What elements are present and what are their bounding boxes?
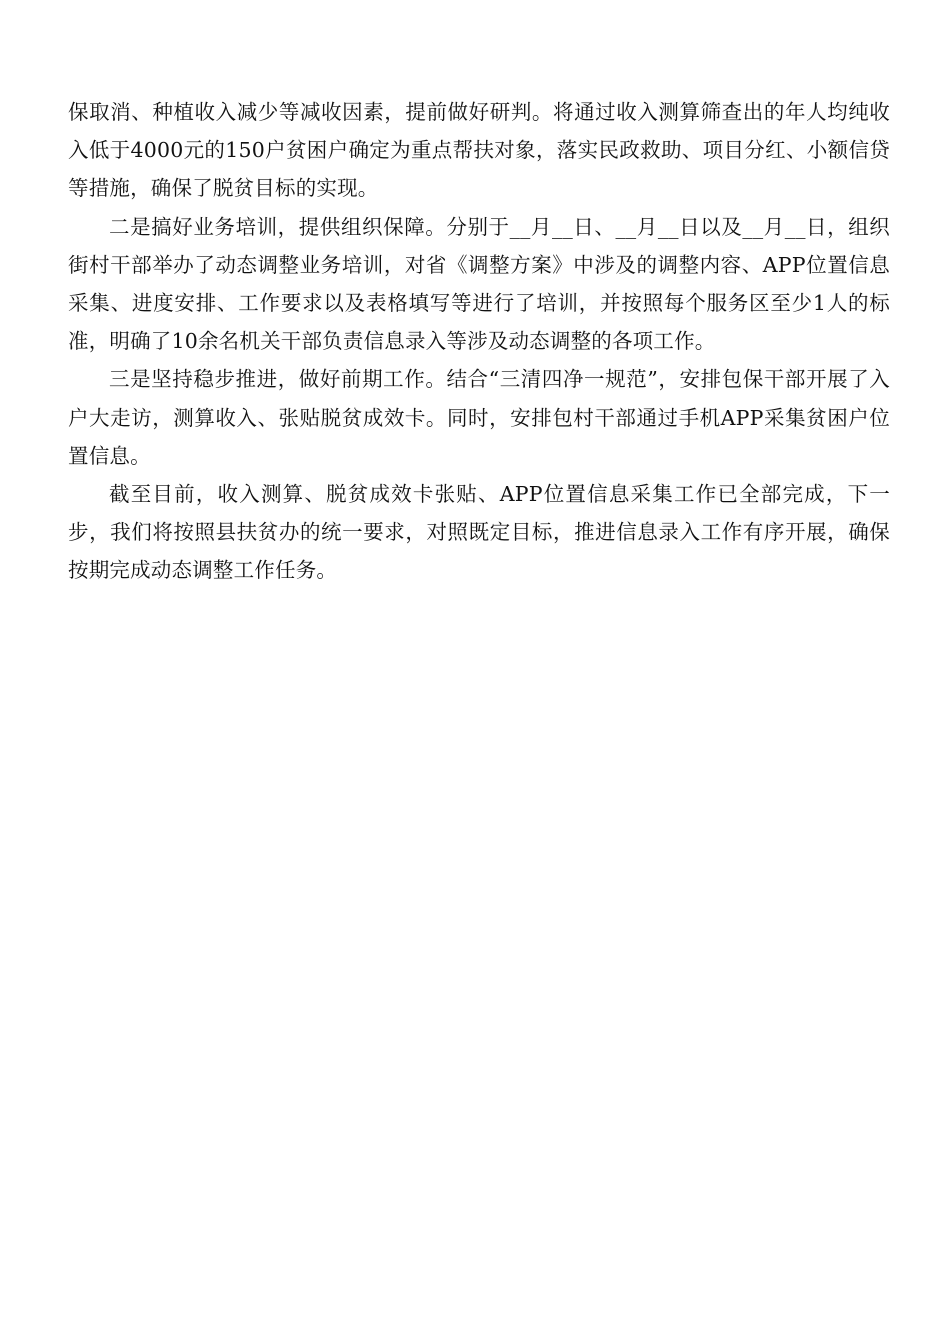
paragraph-conclusion: 截至目前，收入测算、脱贫成效卡张贴、APP位置信息采集工作已全部完成，下一步，我们将按照县扶贫办的统一要求，对照既定目标，推进信息录入工作有序开展，确保按期完成动态调整工作任务。	[68, 482, 890, 583]
document-body	[68, 93, 890, 590]
paragraph-progress: 三是坚持稳步推进，做好前期工作。结合“三清四净一规范”，安排包保干部开展了入户大走访，测算收入、张贴脱贫成效卡。同时，安排包村干部通过手机APP采集贫困户位置信息。	[68, 367, 890, 468]
paragraph-training: 二是搞好业务培训，提供组织保障。分别于__月__日、__月__日以及__月__日，组织街村干部举办了动态调整业务培训，对省《调整方案》中涉及的调整内容、APP位置信息采集、进度安排、工作要求以及表格填写等进行了培训，并按照每个服务区至少1人的标准，明确了10余名机关干部负责信息录入等涉及动态调整的各项工作。	[68, 214, 890, 354]
paragraph-continuation: 保取消、种植收入减少等减收因素，提前做好研判。将通过收入测算筛查出的年人均纯收入低于4000元的150户贫困户确定为重点帮扶对象，落实民政救助、项目分红、小额信贷等措施，确保了脱贫目标的实现。	[68, 100, 890, 201]
